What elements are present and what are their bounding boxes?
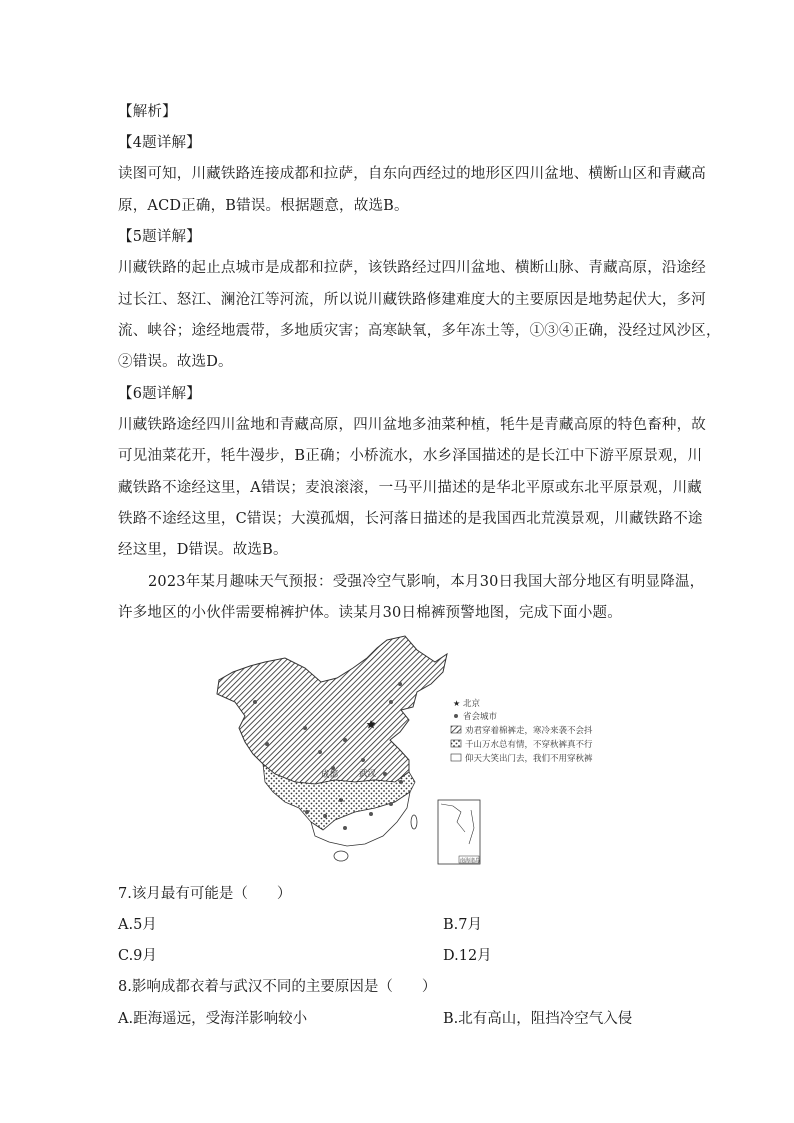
cold-region-hatched	[217, 636, 447, 784]
q7-option-a: A.5月	[118, 917, 157, 933]
question-8-stem: 8.影响成都衣着与武汉不同的主要原因是（ ）	[118, 979, 437, 995]
q6-line: 铁路不途经这里，C错误；大漠孤烟，长河落日描述的是我国西北荒漠景观，川藏铁路不途	[118, 511, 703, 527]
q8-option-b: B.北有高山，阻挡冷空气入侵	[443, 1011, 633, 1027]
q6-heading: 【6题详解】	[118, 386, 201, 402]
question-7-stem: 7.该月最有可能是（ ）	[118, 886, 292, 902]
q4-line: 原，ACD正确，B错误。根据题意，故选B。	[118, 198, 409, 214]
q7-option-d: D.12月	[443, 948, 492, 964]
legend-star-icon: ★	[453, 699, 461, 708]
city-label-chengdu: 成都	[321, 770, 339, 780]
intro-line: 许多地区的小伙伴需要棉裤护体。读某月30日棉裤预警地图，完成下面小题。	[118, 605, 622, 621]
q6-line: 经这里，D错误。故选B。	[118, 542, 288, 558]
inset-label: 南海诸岛	[460, 858, 481, 864]
legend-hatch-swatch	[451, 726, 461, 733]
q8-option-a: A.距海遥远，受海洋影响较小	[118, 1011, 308, 1027]
legend-label-capital: 省会城市	[463, 712, 498, 722]
taiwan-island	[411, 815, 417, 829]
q5-line: 流、峡谷；途经地震带，多地质灾害；高寒缺氧，多年冻土等，①③④正确，没经过风沙区，	[118, 323, 721, 339]
hainan-island	[334, 851, 348, 861]
legend-blank-swatch	[451, 754, 461, 761]
legend-label-beijing: 北京	[463, 699, 481, 709]
q6-line: 可见油菜花开，牦牛漫步，B正确；小桥流水，水乡泽国描述的是长江中下游平原景观，川	[118, 448, 703, 464]
q5-heading: 【5题详解】	[118, 229, 201, 245]
q5-line: ②错误。故选D。	[118, 354, 233, 370]
q4-heading: 【4题详解】	[118, 135, 201, 151]
legend-label-blank: 仰天大笑出门去，我们不用穿秋裤	[465, 754, 593, 764]
south-china-sea-inset	[438, 800, 480, 864]
legend-dot-icon	[454, 714, 458, 718]
intro-line: 2023年某月趣味天气预报：受强冷空气影响，本月30日我国大部分地区有明显降温，	[148, 574, 705, 590]
legend-label-dots: 千山万水总有情，不穿秋裤真不行	[465, 740, 593, 750]
city-label-wuhan: 武汉	[359, 769, 377, 779]
map-legend	[451, 698, 593, 764]
q6-line: 藏铁路不途经这里，A错误；麦浪滚滚，一马平川描述的是华北平原或东北平原景观，川藏	[118, 480, 702, 496]
q7-option-c: C.9月	[118, 948, 157, 964]
legend-label-hatch: 劝君穿着棉裤走，寒冷来袭不会抖	[465, 726, 593, 736]
analysis-title: 【解析】	[118, 104, 177, 120]
q6-line: 川藏铁路途经四川盆地和青藏高原，四川盆地多油菜种植，牦牛是青藏高原的特色畜种，故	[118, 417, 706, 433]
q5-line: 过长江、怒江、澜沧江等河流，所以说川藏铁路修建难度大的主要原因是地势起伏大，多河	[118, 292, 706, 308]
legend-dots-swatch	[451, 740, 461, 747]
q4-line: 读图可知，川藏铁路连接成都和拉萨，自东向西经过的地形区四川盆地、横断山区和青藏高	[118, 166, 706, 182]
cotton-pants-warning-map	[195, 632, 625, 872]
q7-option-b: B.7月	[443, 917, 482, 933]
q5-line: 川藏铁路的起止点城市是成都和拉萨，该铁路经过四川盆地、横断山脉、青藏高原，沿途经	[118, 260, 706, 276]
